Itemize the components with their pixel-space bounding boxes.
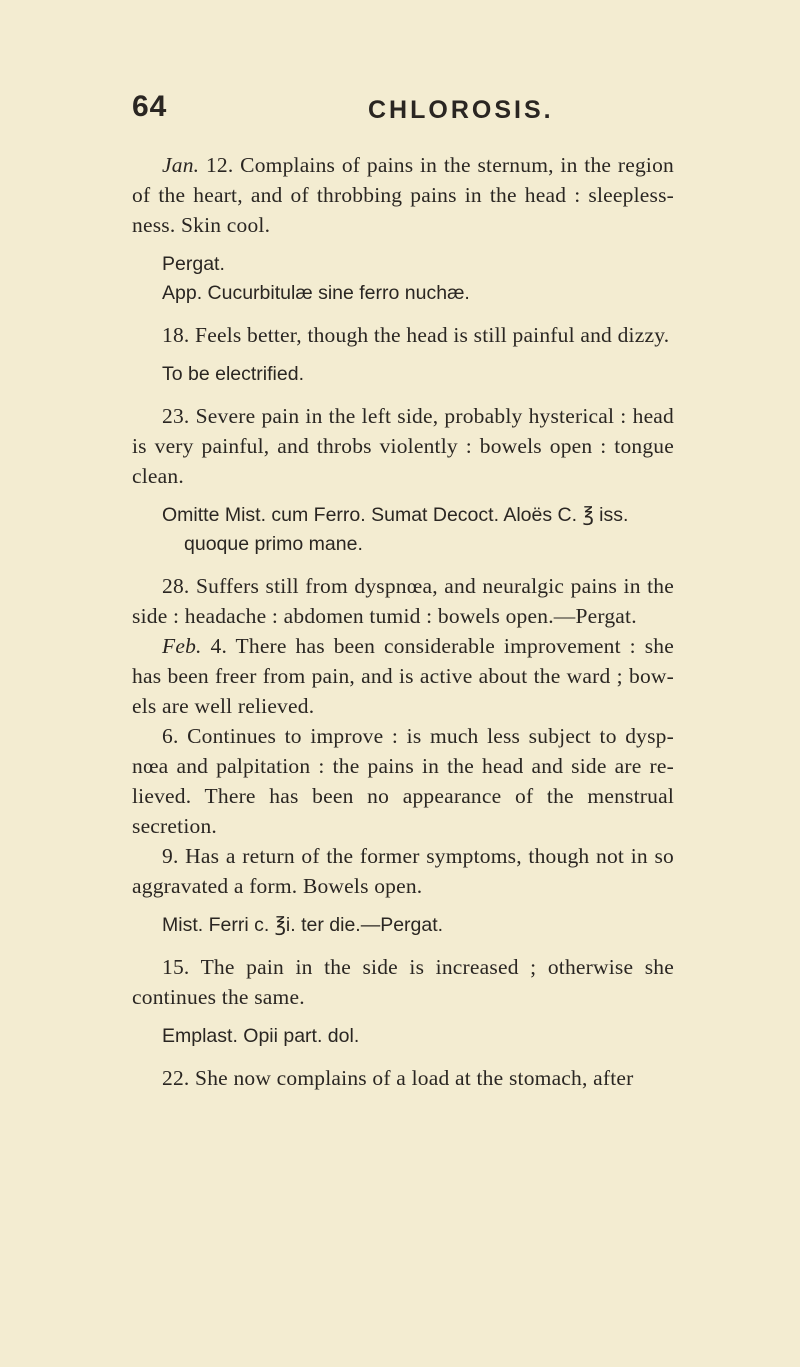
entry-jan-12 xyxy=(132,150,674,240)
entry-28: 28. Suffers still from dyspnœa, and neuralgic pains in the side : headache : abdomen tumid : bowels open.—Pergat. xyxy=(132,574,674,628)
prescription-line: Pergat. xyxy=(162,253,225,275)
entry-9: 9. Has a return of the former symptoms, though not in so aggravated a form. Bowels open. xyxy=(132,844,674,898)
prescription xyxy=(162,501,674,559)
page-number: 64 xyxy=(132,90,168,123)
prescription xyxy=(162,250,674,308)
entry-date: Feb. xyxy=(162,634,202,658)
running-head: CHLOROSIS. xyxy=(368,96,554,124)
entry-date: Jan. xyxy=(162,153,200,177)
prescription-line: Mist. Ferri c. ℥i. ter die.—Pergat. xyxy=(162,914,444,936)
prescription-line: quoque primo mane. xyxy=(184,533,363,555)
prescription xyxy=(162,360,674,389)
entry-23: 23. Severe pain in the left side, probably hysterical : head is very painful, and throbs violently : bowels open : tongue clean. xyxy=(132,404,674,488)
prescription-line: App. Cucurbitulæ sine ferro nuchæ. xyxy=(162,282,470,304)
prescription-line: To be electrified. xyxy=(162,363,304,385)
entry-22: 22. She now complains of a load at the stomach, after xyxy=(162,1066,634,1090)
entry-text: 4. There has been considerable improvement : she has been freer from pain, and is active about the ward ; bow- els are well relieved. xyxy=(132,634,674,718)
entry-18: 18. Feels better, though the head is still painful and dizzy. xyxy=(162,323,670,347)
prescription-line: Omitte Mist. cum Ferro. Sumat Decoct. Aloës C. ℥ iss. xyxy=(162,504,629,526)
entry-6: 6. Continues to improve : is much less subject to dysp- nœa and palpitation : the pains in the head and side are re- lieved. There has been no appearance of the menstrual secretion. xyxy=(132,724,674,838)
prescription-line: Emplast. Opii part. dol. xyxy=(162,1025,360,1047)
entry-text: 12. Complains of pains in the sternum, in the region of the heart, and of throbbing pains in the head : sleepless- ness. Skin cool. xyxy=(132,153,674,237)
page-header xyxy=(132,90,672,130)
prescription xyxy=(162,911,674,940)
entry-15: 15. The pain in the side is increased ; otherwise she continues the same. xyxy=(132,955,674,1009)
entry-feb-4 xyxy=(132,631,674,721)
prescription xyxy=(162,1022,674,1051)
page-body xyxy=(132,150,674,1103)
